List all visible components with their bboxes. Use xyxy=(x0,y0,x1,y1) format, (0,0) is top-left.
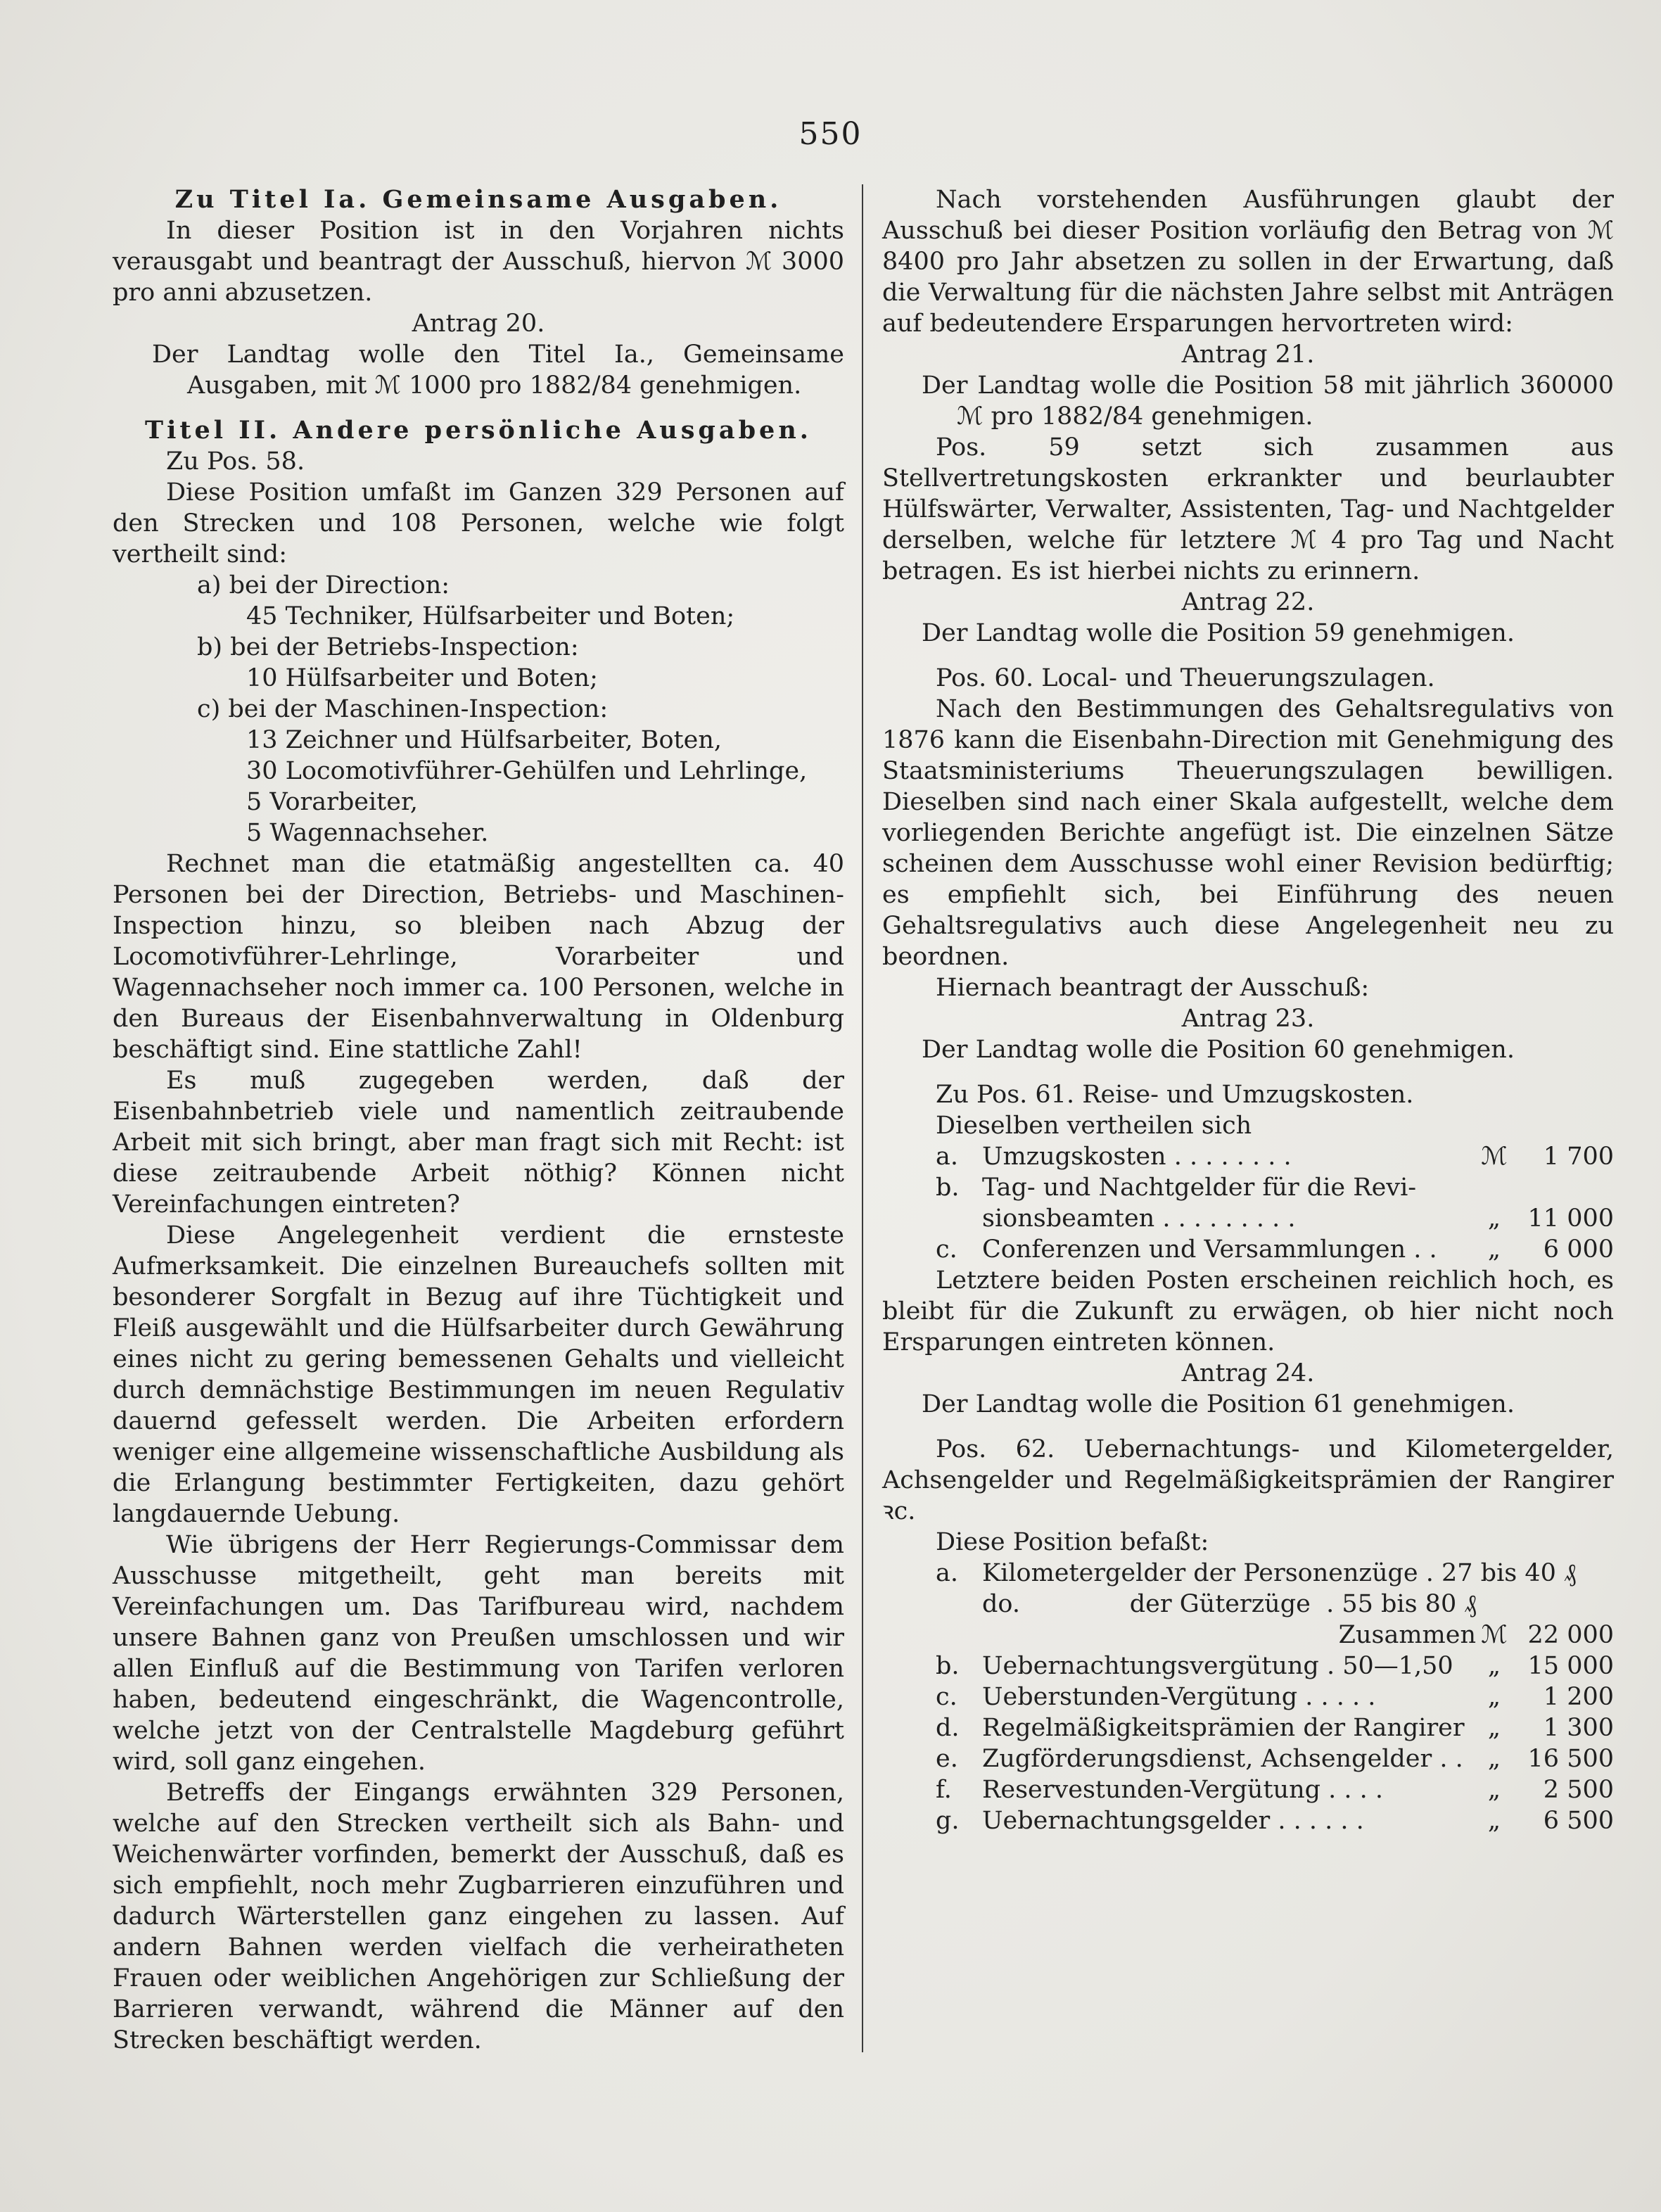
personnel-list xyxy=(113,570,844,848)
table-row-total: Zusammen ℳ 22 000 xyxy=(1338,1621,1614,1649)
list-item: 13 Zeichner und Hülfsarbeiter, Boten, xyxy=(246,726,722,754)
left-column xyxy=(113,184,844,2056)
paragraph: Nach vorstehenden Ausführungen glaubt der Ausschuß bei dieser Position vorläufig den Betrag von ℳ 8400 pro Jahr absetzen zu sollen in der Erwartung, daß die Verwaltung für die nächsten Jahre selbst mit Anträgen auf bedeutendere Ersparungen hervortreten wird: xyxy=(882,186,1614,338)
table-row: c. Ueberstunden-Vergütung . . . . . „ 1 200 xyxy=(936,1683,1614,1711)
antrag-text: Der Landtag wolle die Position 61 genehmigen. xyxy=(922,1390,1515,1418)
table-row: b. Tag- und Nachtgelder für die Revi- xyxy=(936,1174,1417,1202)
table-row: e. Zugförderungsdienst, Achsengelder . . „ 16 500 xyxy=(936,1745,1614,1773)
paragraph: Nach den Bestimmungen des Gehaltsregulativs von 1876 kann die Eisenbahn-Direction mit Genehmigung des Staatsministeriums Theuerungszulagen bewilligen. Dieselben sind nach einer Skala aufgestellt, welche dem vorliegenden Berichte angefügt ist. Die einzelnen Sätze scheinen dem Ausschusse wohl einer Revision bedürftig; es empfiehlt sich, bei Einführung des neuen Gehaltsregulativs auch diese Angelegenheit neu zu beordnen. xyxy=(882,695,1614,971)
list-item: 45 Techniker, Hülfsarbeiter und Boten; xyxy=(246,602,735,630)
antrag-text: Der Landtag wolle die Position 58 mit jährlich 360000 ℳ pro 1882/84 genehmigen. xyxy=(922,371,1614,431)
paragraph: Diese Position befaßt: xyxy=(936,1528,1209,1556)
right-column xyxy=(882,184,1614,1836)
antrag-heading: Antrag 21. xyxy=(1181,341,1315,369)
paragraph: Pos. 59 setzt sich zusammen aus Stellvertretungskosten erkrankter und beurlaubter Hülfswärter, Verwalter, Assistenten, Tag- und Nachtgelder derselben, welche für letztere ℳ 4 pro Tag und Nacht betragen. Es ist hierbei nichts zu erinnern. xyxy=(882,433,1614,585)
cost-table-61 xyxy=(882,1141,1614,1265)
table-row: g. Uebernachtungsgelder . . . . . . „ 6 500 xyxy=(936,1807,1614,1835)
list-item: 5 Wagennachseher. xyxy=(246,819,489,847)
column-divider xyxy=(862,184,863,2052)
table-row: f. Reservestunden-Vergütung . . . . „ 2 500 xyxy=(936,1776,1614,1804)
antrag-heading: Antrag 22. xyxy=(1181,588,1315,616)
table-row: a. Umzugskosten . . . . . . . . ℳ 1 700 xyxy=(936,1143,1614,1171)
section-heading-titel-ii: Titel II. Andere persönliche Ausgaben. xyxy=(145,416,812,445)
table-row: c. Conferenzen und Versammlungen . . „ 6 000 xyxy=(936,1235,1614,1264)
list-item: 10 Hülfsarbeiter und Boten; xyxy=(246,664,598,692)
table-row: d. Regelmäßigkeitsprämien der Rangirer „ 1 300 xyxy=(936,1714,1614,1742)
paragraph: Rechnet man die etatmäßig angestellten ca. 40 Personen bei der Direction, Betriebs- und Maschinen-Inspection hinzu, so bleiben nach Abzug der Locomotivführer-Lehrlinge, Vorarbeiter und Wagennachseher noch immer ca. 100 Personen, welche in den Bureaus der Eisenbahnverwaltung in Oldenburg beschäftigt sind. Eine stattliche Zahl! xyxy=(113,850,844,1064)
subheading-pos-62: Pos. 62. Uebernachtungs- und Kilometergelder, Achsengelder und Regelmäßigkeitsprämien der Rangirer ꝛc. xyxy=(882,1435,1614,1525)
antrag-heading: Antrag 23. xyxy=(1181,1005,1315,1033)
list-item: c) bei der Maschinen-Inspection: xyxy=(197,695,609,723)
antrag-heading: Antrag 20. xyxy=(412,310,545,338)
table-row: b. Uebernachtungsvergütung . 50—1,50 „ 15 000 xyxy=(936,1652,1614,1680)
paragraph: Letztere beiden Posten erscheinen reichlich hoch, es bleibt für die Zukunft zu erwägen, ob hier nicht noch Ersparungen eintreten können. xyxy=(882,1266,1614,1356)
antrag-text: Der Landtag wolle den Titel Ia., Gemeinsame Ausgaben, mit ℳ 1000 pro 1882/84 genehmigen. xyxy=(152,341,844,400)
subheading-pos-60: Pos. 60. Local- und Theuerungszulagen. xyxy=(936,664,1435,692)
list-item: 30 Locomotivführer-Gehülfen und Lehrlinge, xyxy=(246,757,808,785)
paragraph: Hiernach beantragt der Ausschuß: xyxy=(936,974,1370,1002)
paragraph: Betreffs der Eingangs erwähnten 329 Personen, welche auf den Strecken vertheilt sich als Bahn- und Weichenwärter vorfinden, bemerkt der Ausschuß, daß es sich empfiehlt, noch mehr Zugbarrieren einzuführen und dadurch Wärterstellen ganz eingehen zu lassen. Auf andern Bahnen werden vielfach die verheiratheten Frauen oder weiblichen Angehörigen zur Schließung der Barrieren verwandt, während die Männer auf den Strecken beschäftigt werden. xyxy=(113,1779,844,2054)
antrag-text: Der Landtag wolle die Position 60 genehmigen. xyxy=(922,1036,1515,1064)
antrag-heading: Antrag 24. xyxy=(1181,1359,1315,1387)
paragraph: Wie übrigens der Herr Regierungs-Commissar dem Ausschusse mitgetheilt, geht man bereits mit Vereinfachungen um. Das Tarifbureau wird, nachdem unsere Bahnen ganz von Preußen umschlossen und wir allen Einfluß auf die Bestimmung von Tarifen verloren haben, bedeutend eingeschränkt, die Wagencontrolle, welche jetzt von der Centralstelle Magdeburg geführt wird, soll ganz eingehen. xyxy=(113,1531,844,1776)
paragraph: In dieser Position ist in den Vorjahren nichts verausgabt und beantragt der Ausschuß, hiervon ℳ 3000 pro anni abzusetzen. xyxy=(113,217,844,307)
list-item: b) bei der Betriebs-Inspection: xyxy=(197,633,579,661)
list-item: 5 Vorarbeiter, xyxy=(246,788,418,816)
paragraph: Es muß zugegeben werden, daß der Eisenbahnbetrieb viele und namentlich zeitraubende Arbeit mit sich bringt, aber man fragt sich mit Recht: ist diese zeitraubende Arbeit nöthig? Können nicht Vereinfachungen eintreten? xyxy=(113,1067,844,1219)
table-row: do. der Güterzüge . 55 bis 80 ₰ xyxy=(982,1590,1477,1618)
paragraph: Dieselben vertheilen sich xyxy=(936,1112,1252,1140)
table-row: sionsbeamten . . . . . . . . . „ 11 000 xyxy=(982,1204,1614,1233)
subheading-pos-61: Zu Pos. 61. Reise- und Umzugskosten. xyxy=(936,1081,1414,1109)
table-row: a. Kilometergelder der Personenzüge . 27 bis 40 ₰ xyxy=(936,1559,1577,1587)
list-item: a) bei der Direction: xyxy=(197,571,450,599)
page-number: 550 xyxy=(798,116,863,152)
paragraph: Diese Angelegenheit verdient die ernsteste Aufmerksamkeit. Die einzelnen Bureauchefs sollten mit besonderer Sorgfalt in Bezug auf ihre Tüchtigkeit und Fleiß ausgewählt und die Hülfsarbeiter durch Gewährung eines nicht zu gering bemessenen Gehalts und vielleicht durch demnächstige Bestimmungen im neuen Regulativ dauernd gefesselt werden. Die Arbeiten erfordern weniger eine allgemeine wissenschaftliche Ausbildung als die Erlangung bestimmter Fertigkeiten, dazu gehört langdauernde Uebung. xyxy=(113,1221,844,1528)
subheading-pos-58: Zu Pos. 58. xyxy=(166,447,305,476)
antrag-text: Der Landtag wolle die Position 59 genehmigen. xyxy=(922,619,1515,647)
section-heading-titel-ia: Zu Titel Ia. Gemeinsame Ausgaben. xyxy=(174,185,782,214)
paragraph: Diese Position umfaßt im Ganzen 329 Personen auf den Strecken und 108 Personen, welche wie folgt vertheilt sind: xyxy=(113,478,844,568)
cost-table-62 xyxy=(882,1558,1614,1836)
